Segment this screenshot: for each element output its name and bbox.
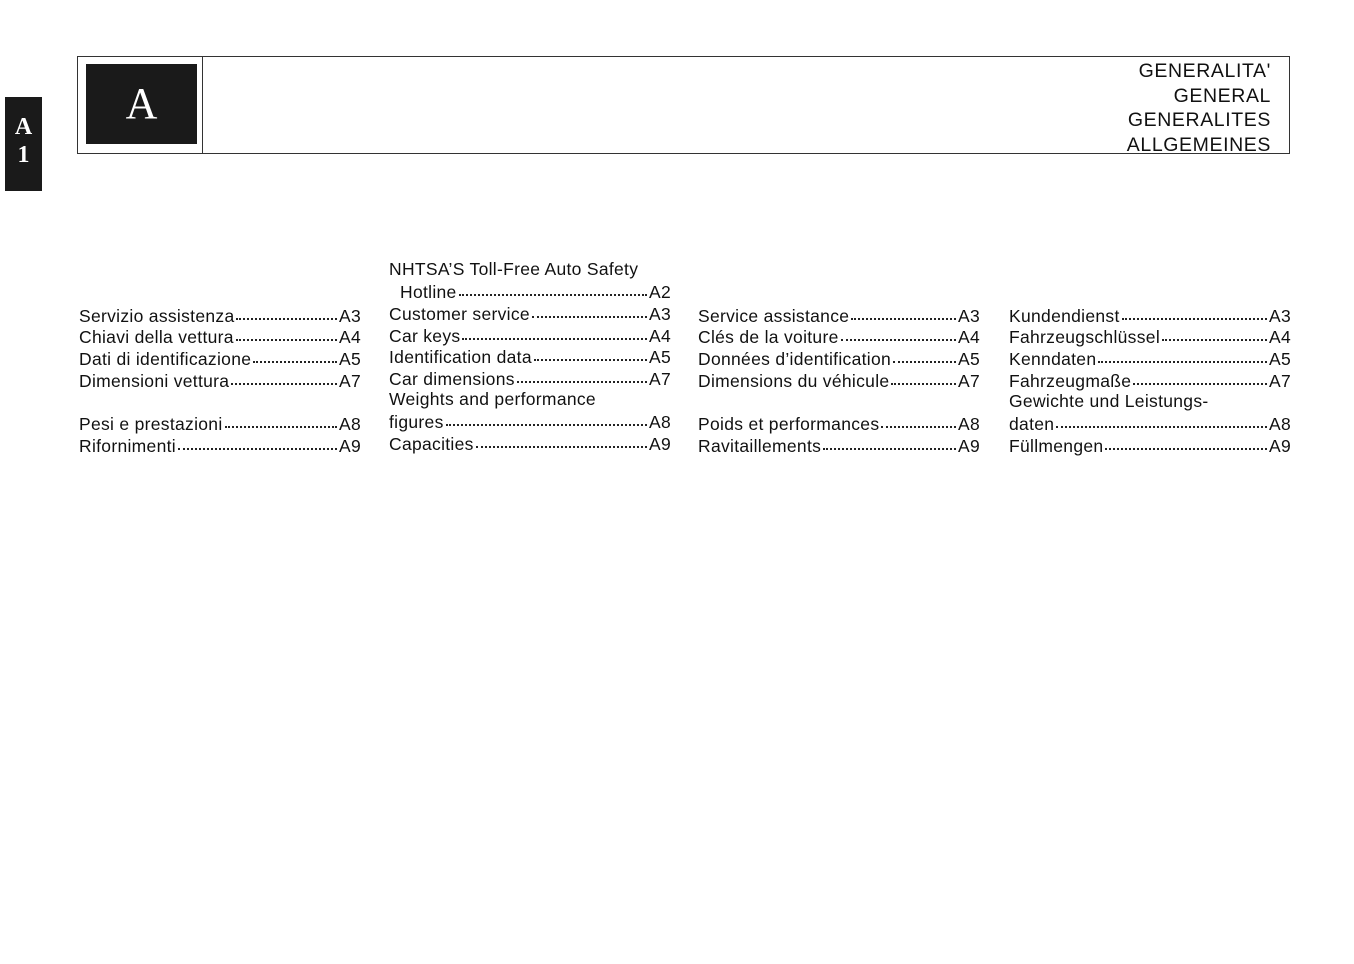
toc-entry-heading: Gewichte und Leistungs- [1009,390,1209,411]
toc-entry-label: Capacities [389,434,474,454]
side-tab-letter: A [14,114,33,140]
toc-entry[interactable] [698,434,980,456]
toc-entry-page: A5 [957,348,980,369]
leader-dots [236,304,337,322]
toc-entry-label: Dimensioni vettura [79,370,230,391]
toc-entry-page: A4 [338,327,361,348]
toc-entry-label: Pesi e prestazioni [79,413,223,434]
toc-entry-page: A4 [648,325,671,346]
toc-entry[interactable] [698,347,980,369]
leader-dots [881,412,956,430]
toc-entry-label: Rifornimenti [79,435,176,456]
toc-entry-label: Füllmengen [1009,435,1104,456]
leader-dots [459,281,647,299]
toc-entry-label: Dimensions du véhicule [698,370,890,391]
leader-dots [841,326,956,344]
toc-entry[interactable] [698,326,980,348]
toc-entry-page: A8 [648,412,671,433]
toc-entry[interactable] [1009,412,1291,434]
toc-entry[interactable] [79,434,361,456]
toc-entry-page: A8 [1268,413,1291,434]
toc-entry-page: A9 [1268,435,1291,456]
contents-italian [79,304,361,456]
leader-dots [462,324,647,342]
toc-entry-label: Car keys [389,325,461,346]
toc-entry-label: Fahrzeugschlüssel [1009,327,1161,348]
leader-dots [476,433,647,451]
leader-dots [1056,412,1267,430]
toc-entry[interactable] [389,433,671,455]
toc-entry-label: Fahrzeugmaße [1009,370,1132,391]
toc-entry-page: A2 [648,282,671,303]
toc-entry-label: Chiavi della vettura [79,327,234,348]
leader-dots [231,369,337,387]
toc-entry-label: Customer service [389,303,530,324]
leader-dots [1133,369,1267,387]
toc-entry[interactable] [698,412,980,434]
toc-entry-page: A4 [957,327,980,348]
toc-entry-page: A3 [1268,305,1291,326]
toc-entry-page: A3 [648,303,671,324]
toc-entry[interactable] [389,302,671,324]
chapter-title-german: ALLGEMEINES [1126,133,1271,156]
toc-entry-page: A5 [648,347,671,368]
leader-dots [1162,326,1267,344]
toc-entry-page: A7 [957,370,980,391]
toc-entry-label: Clés de la voiture [698,327,839,348]
toc-entry-page: A4 [1268,327,1291,348]
toc-entry[interactable] [1009,434,1291,456]
chapter-title-english: GENERAL [1173,84,1271,107]
toc-entry-label: Car dimensions [389,368,515,389]
chapter-title-french: GENERALITES [1127,109,1271,131]
toc-entry-label: Kundendienst [1009,305,1120,326]
toc-entry[interactable] [79,304,361,326]
toc-entry-label: Hotline [400,282,457,303]
toc-entry-label: figures [389,412,444,433]
toc-entry-label: Identification data [389,347,532,368]
leader-dots [178,434,337,452]
toc-entry-label: Ravitaillements [698,435,822,456]
toc-entry[interactable] [389,411,671,433]
toc-entry-page: A9 [338,435,361,456]
chapter-letter: A [86,64,197,144]
toc-entry-page: A3 [338,305,361,326]
leader-dots [1105,434,1267,452]
chapter-title-italian: GENERALITA' [1138,60,1271,82]
toc-entry-page: A9 [648,434,671,454]
contents-english [389,259,671,454]
spacer [79,391,361,413]
contents-french [698,304,980,456]
leader-dots [1122,304,1267,322]
leader-dots [534,346,647,364]
leader-dots [891,369,956,387]
toc-entry-label: Servizio assistenza [79,305,235,326]
chapter-titles [1127,59,1271,157]
toc-entry-label: Poids et performances [698,413,880,434]
toc-entry-page: A9 [957,435,980,456]
leader-dots [893,347,956,365]
toc-entry[interactable] [1009,326,1291,348]
toc-entry-label: Dati di identificazione [79,348,252,369]
section-side-tab [5,97,42,191]
toc-entry-heading: Weights and performance [389,389,596,410]
toc-entry[interactable] [1009,347,1291,369]
toc-entry-page: A8 [338,413,361,434]
toc-entry[interactable] [79,326,361,348]
toc-entry-label: Service assistance [698,305,850,326]
toc-entry-page: A5 [338,348,361,369]
leader-dots [823,434,956,452]
leader-dots [253,347,337,365]
toc-entry[interactable] [698,304,980,326]
leader-dots [446,411,647,429]
toc-entry[interactable] [389,367,671,389]
leader-dots [1098,347,1267,365]
toc-entry[interactable] [79,369,361,391]
toc-entry-page: A7 [1268,370,1291,391]
toc-entry-heading: NHTSA’S Toll-Free Auto Safety [389,259,639,279]
toc-entry-label: daten [1009,413,1055,434]
toc-entry[interactable] [79,412,361,434]
toc-entry-page: A7 [338,370,361,391]
leader-dots [517,367,647,385]
toc-entry[interactable] [389,346,671,368]
toc-entry-page: A8 [957,413,980,434]
chapter-header [77,56,1290,154]
leader-dots [532,302,647,320]
toc-entry-label: Données d’identification [698,348,892,369]
leader-dots [851,304,956,322]
chapter-letter-cell [78,57,203,153]
toc-entry[interactable] [389,281,671,303]
toc-entry-label: Kenndaten [1009,348,1097,369]
toc-entry-page: A3 [957,305,980,326]
spacer [698,391,980,413]
leader-dots [236,326,337,344]
leader-dots [225,412,337,430]
toc-entry[interactable] [698,369,980,391]
toc-entry[interactable] [389,324,671,346]
toc-entry[interactable] [79,347,361,369]
toc-entry-page: A7 [648,368,671,389]
toc-entry[interactable] [1009,304,1291,326]
contents-german [1009,304,1291,456]
toc-entry-page: A5 [1268,348,1291,369]
toc-entry[interactable] [1009,369,1291,391]
side-tab-number: 1 [17,142,30,168]
